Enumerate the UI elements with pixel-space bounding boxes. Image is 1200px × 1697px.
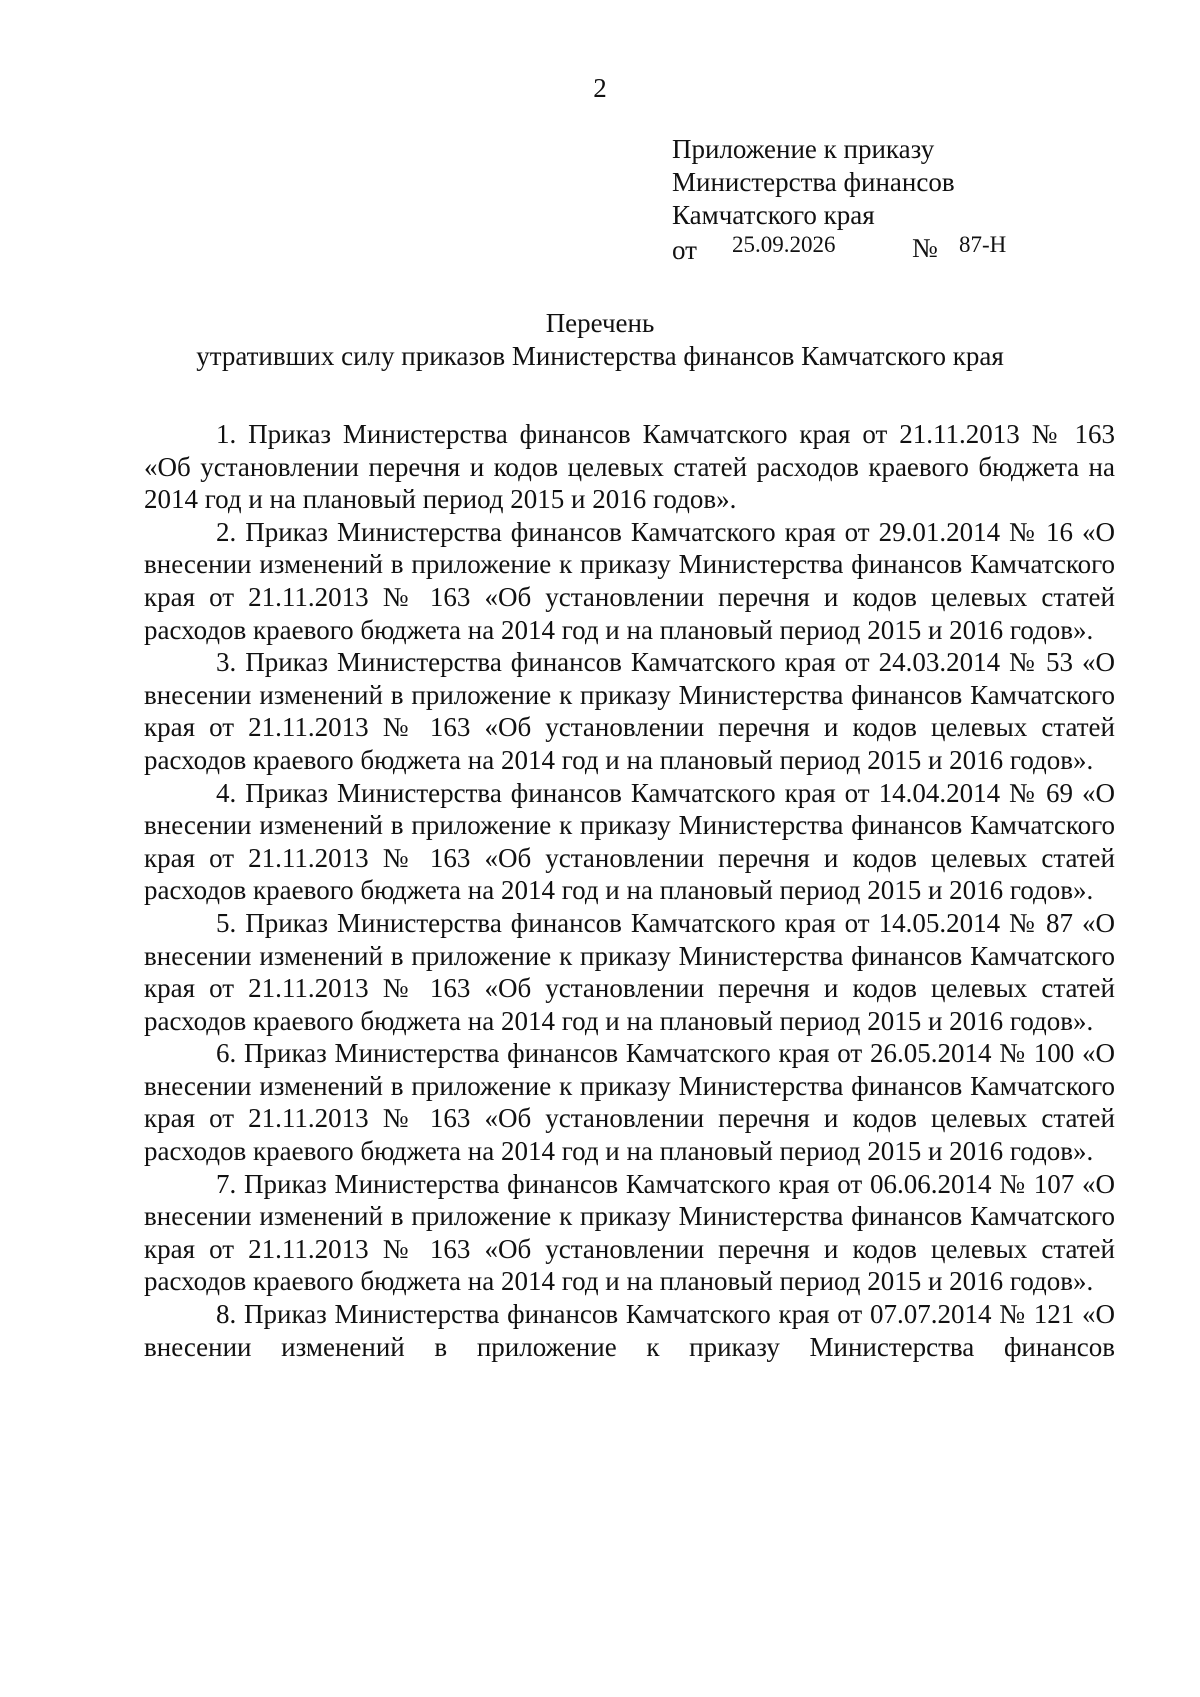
list-item: 2. Приказ Министерства финансов Камчатского края от 29.01.2014 № 16 «О внесении изменений в приложение к приказу Министерства финансов Камчатского края от 21.11.2013 № 163 «Об установлении перечня и кодов целевых статей расходов краевого бюджета на 2014 год и на плановый период 2015 и 2016 годов». [144,516,1115,645]
appendix-line-3: Камчатского края [672,200,875,230]
order-number: 87-Н [959,232,1007,257]
order-date-number-line [672,232,1007,265]
title-line-1: Перечень [545,308,655,338]
list-item: 6. Приказ Министерства финансов Камчатского края от 26.05.2014 № 100 «О внесении изменений в приложение к приказу Министерства финансов Камчатского края от 21.11.2013 № 163 «Об установлении перечня и кодов целевых статей расходов краевого бюджета на 2014 год и на плановый период 2015 и 2016 годов». [144,1038,1115,1167]
list-item: 1. Приказ Министерства финансов Камчатского края от 21.11.2013 № 163 «Об установлении перечня и кодов целевых статей расходов краевого бюджета на 2014 год и на плановый период 2015 и 2016 годов». [144,419,1115,515]
list-item: 7. Приказ Министерства финансов Камчатского края от 06.06.2014 № 107 «О внесении изменений в приложение к приказу Министерства финансов Камчатского края от 21.11.2013 № 163 «Об установлении перечня и кодов целевых статей расходов краевого бюджета на 2014 год и на плановый период 2015 и 2016 годов». [144,1168,1115,1297]
document-title [0,307,1200,373]
list-item: 5. Приказ Министерства финансов Камчатского края от 14.05.2014 № 87 «О внесении изменений в приложение к приказу Министерства финансов Камчатского края от 21.11.2013 № 163 «Об установлении перечня и кодов целевых статей расходов краевого бюджета на 2014 год и на плановый период 2015 и 2016 годов». [144,907,1115,1036]
list-item: 3. Приказ Министерства финансов Камчатского края от 24.03.2014 № 53 «О внесении изменений в приложение к приказу Министерства финансов Камчатского края от 21.11.2013 № 163 «Об установлении перечня и кодов целевых статей расходов краевого бюджета на 2014 год и на плановый период 2015 и 2016 годов». [144,647,1115,775]
page-number: 2 [593,73,607,103]
from-label: от [672,235,697,265]
list-item: 8. Приказ Министерства финансов Камчатского края от 07.07.2014 № 121 «О внесении изменений в приложение к приказу Министерства финансов [144,1299,1115,1362]
appendix-line-1: Приложение к приказу [672,134,935,164]
list-item: 4. Приказ Министерства финансов Камчатского края от 14.04.2014 № 69 «О внесении изменений в приложение к приказу Министерства финансов Камчатского края от 21.11.2013 № 163 «Об установлении перечня и кодов целевых статей расходов краевого бюджета на 2014 год и на плановый период 2015 и 2016 годов». [144,777,1115,906]
orders-list [144,418,1115,1363]
order-date: 25.09.2026 [732,232,836,257]
title-line-2: утративших силу приказов Министерства финансов Камчатского края [196,341,1004,371]
appendix-line-2: Министерства финансов [672,167,955,197]
appendix-block [672,133,1007,265]
number-sign: № [912,233,938,263]
